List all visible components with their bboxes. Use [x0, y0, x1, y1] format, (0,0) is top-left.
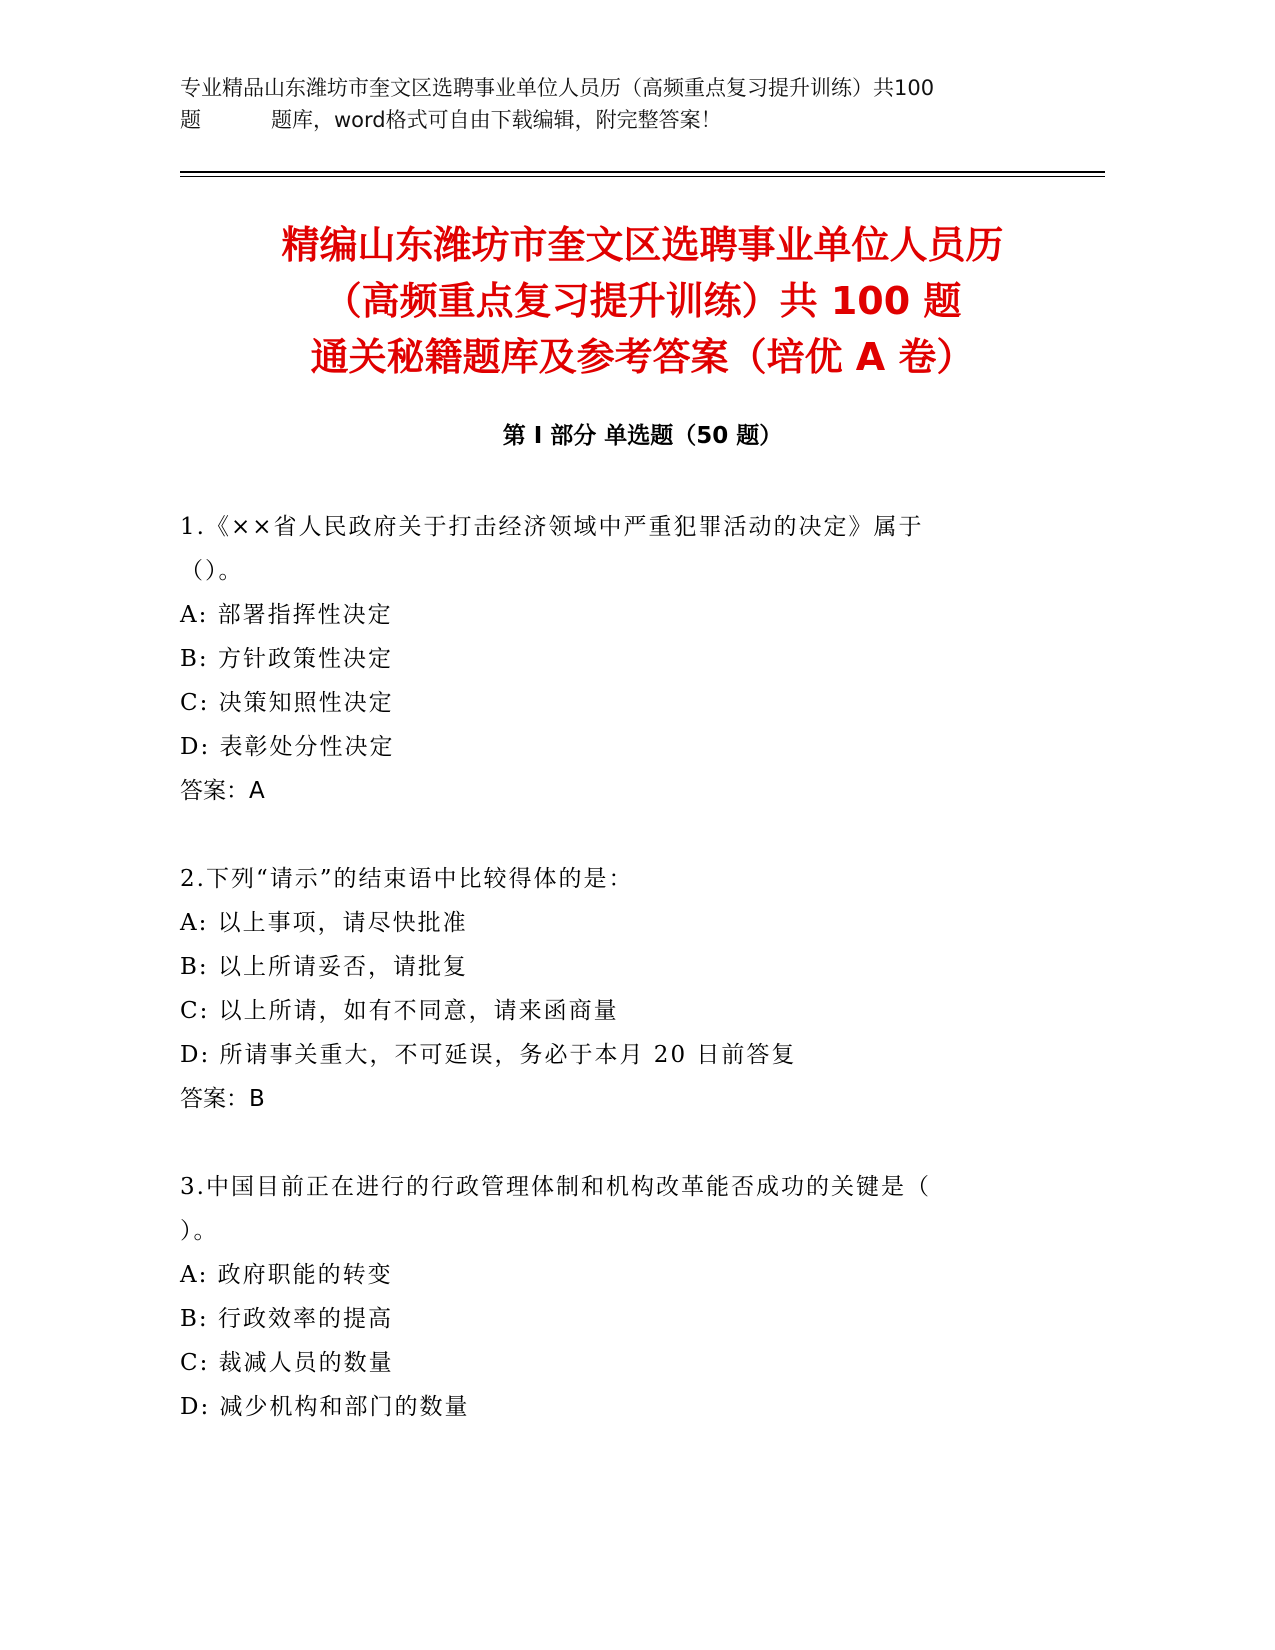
question-stem: 1.《××省人民政府关于打击经济领域中严重犯罪活动的决定》属于: [180, 514, 924, 540]
question-list: [180, 505, 1080, 1473]
header-divider-thin: [180, 176, 1105, 177]
title-line-2: （高频重点复习提升训练）共 100 题: [323, 279, 962, 323]
question-stem: 3.中国目前正在进行的行政管理体制和机构改革能否成功的关键是（: [180, 1174, 931, 1200]
title-line-1: 精编山东潍坊市奎文区选聘事业单位人员历: [281, 223, 1004, 267]
document-header: [180, 72, 1100, 136]
header-line-2: [180, 104, 1100, 136]
title-line-3: 通关秘籍题库及参考答案（培优 A 卷）: [310, 335, 975, 379]
question-item: [180, 1165, 1080, 1429]
document-title: [180, 217, 1105, 385]
answer-text: 答案：B: [180, 1086, 265, 1112]
option-b: B: 方针政策性决定: [180, 646, 393, 672]
answer-text: 答案：A: [180, 778, 265, 804]
option-d: D: 表彰处分性决定: [180, 734, 395, 760]
option-c: C: 决策知照性决定: [180, 690, 394, 716]
header-divider-thick: [180, 171, 1105, 173]
question-stem-continuation: ）。: [180, 1218, 219, 1244]
option-a: A: 政府职能的转变: [180, 1262, 393, 1288]
question-text: [180, 505, 1080, 593]
question-item: [180, 505, 1080, 813]
option-a: A: 部署指挥性决定: [180, 602, 393, 628]
header-line-1: 专业精品山东潍坊市奎文区选聘事业单位人员历（高频重点复习提升训练）共100: [180, 76, 935, 100]
option-d: D: 减少机构和部门的数量: [180, 1394, 470, 1420]
option-c: C: 裁减人员的数量: [180, 1350, 394, 1376]
option-b: B: 以上所请妥否，请批复: [180, 954, 468, 980]
header-line-2-rest: 题库，word格式可自由下载编辑，附完整答案！: [271, 108, 722, 132]
option-b: B: 行政效率的提高: [180, 1306, 393, 1332]
option-d: D: 所请事关重大，不可延误，务必于本月 20 日前答复: [180, 1042, 797, 1068]
header-line-2-start: 题: [180, 108, 201, 132]
question-item: [180, 857, 1080, 1121]
question-text: [180, 857, 1080, 901]
section-title: 第 I 部分 单选题（50 题）: [502, 423, 783, 449]
option-a: A: 以上事项，请尽快批准: [180, 910, 468, 936]
question-stem-continuation: （）。: [180, 558, 244, 584]
option-c: C: 以上所请，如有不同意，请来函商量: [180, 998, 619, 1024]
question-stem: 2.下列“请示”的结束语中比较得体的是：: [180, 866, 634, 892]
question-text: [180, 1165, 1080, 1253]
